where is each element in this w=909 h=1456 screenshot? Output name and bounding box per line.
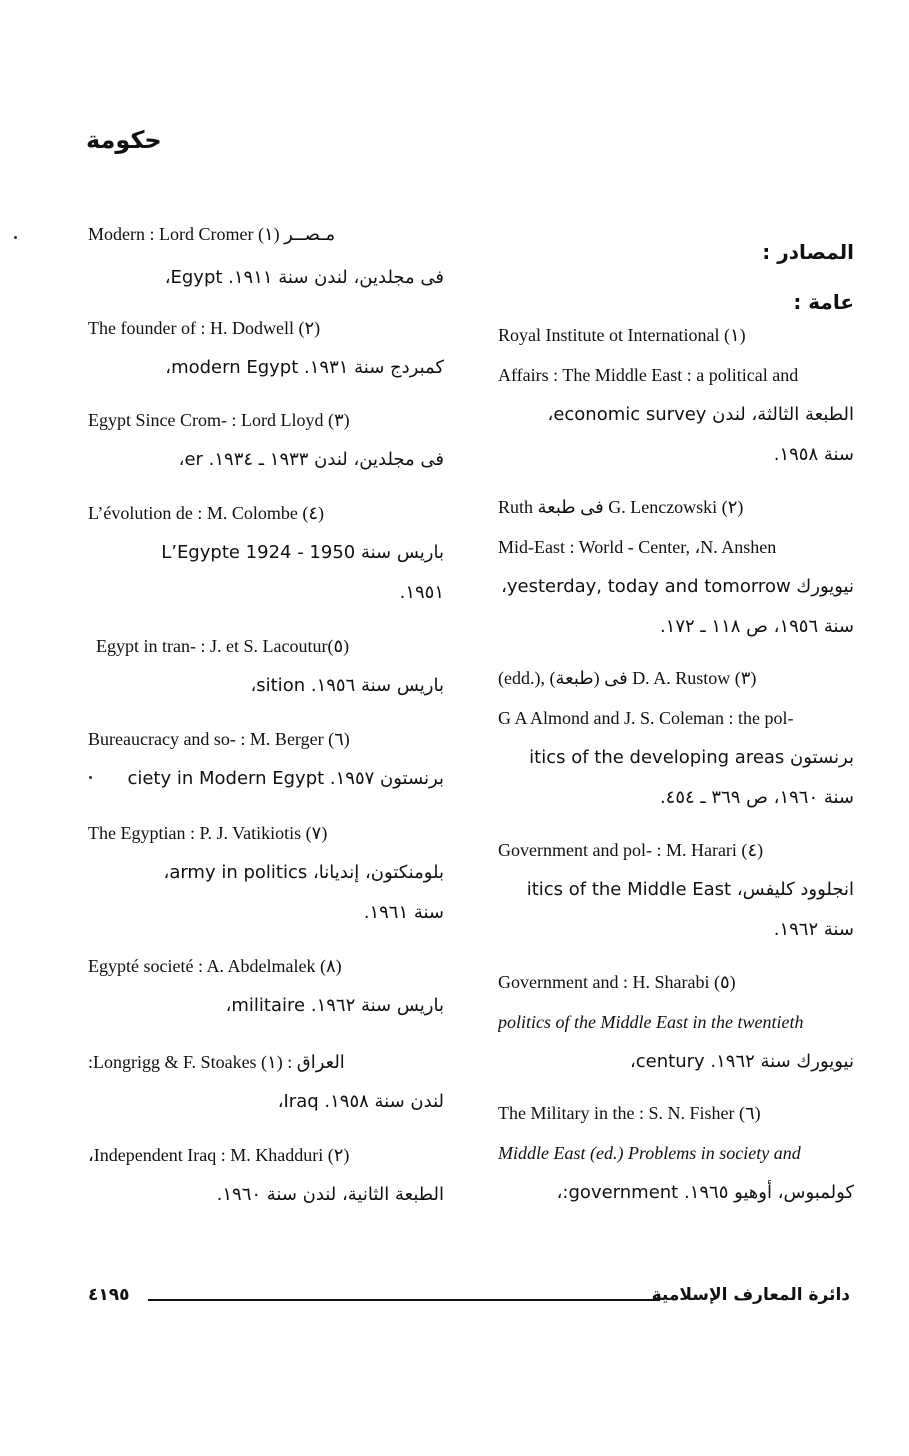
left-line: Bureaucracy and so- : M. Berger (٦)	[88, 729, 350, 749]
general-heading: عامة :	[793, 290, 854, 314]
right-line: سنة ١٩٦٠، ص ٣٦٩ ـ ٤٥٤.	[659, 787, 854, 808]
right-line: كولمبوس، أوهيو ١٩٦٥. government:،	[556, 1182, 854, 1203]
right-line: politics of the Middle East in the twentieth	[498, 1012, 804, 1032]
left-line: باريس سنة L’Egypte 1924 - 1950	[161, 542, 444, 563]
right-line: Government and pol- : M. Harari (٤)	[498, 840, 764, 860]
left-line: كمبردج سنة ١٩٣١. modern Egypt،	[165, 357, 444, 378]
right-line: نيويورك سنة ١٩٦٢. century،	[629, 1051, 854, 1072]
right-line: Mid-East : World - Center, ،N. Anshen	[498, 537, 777, 557]
left-line: لندن سنة ١٩٥٨. Iraq،	[277, 1091, 444, 1112]
left-line: باريس سنة ١٩٦٢. militaire،	[225, 995, 444, 1016]
left-line: بلومنكتون، إنديانا، army in politics،	[163, 862, 444, 883]
right-line: الطبعة الثالثة، لندن economic survey،	[547, 404, 854, 425]
right-line: برنستون itics of the developing areas	[529, 747, 854, 768]
left-line: :Longrigg & F. Stoakes (١) : العراق	[88, 1052, 345, 1072]
right-line: (edd.), (طبعة) فى D. A. Rustow (٣)	[498, 668, 757, 688]
left-line: The founder of : H. Dodwell (٢)	[88, 318, 321, 338]
left-line: الطبعة الثانية، لندن سنة ١٩٦٠.	[216, 1184, 444, 1205]
right-line: سنة ١٩٦٢.	[773, 919, 854, 940]
left-line: فى مجلدين، لندن سنة ١٩١١. Egypt،	[164, 267, 444, 288]
page-footer	[88, 1285, 850, 1313]
right-line: The Military in the : S. N. Fisher (٦)	[498, 1103, 761, 1123]
scan-speck	[14, 236, 17, 239]
left-line: باريس سنة ١٩٥٦. sition،	[250, 675, 444, 696]
left-line: Egypt Since Crom- : Lord Lloyd (٣)	[88, 410, 350, 430]
page-header: حكومة	[86, 126, 162, 154]
right-line: انجلوود كليفس، itics of the Middle East	[526, 879, 854, 900]
right-line: سنة ١٩٥٨.	[773, 444, 854, 465]
left-line: ،Independent Iraq : M. Khadduri (٢)	[88, 1145, 350, 1165]
left-line: برنستون ١٩٥٧. ciety in Modern Egypt	[127, 768, 444, 789]
left-line: فى مجلدين، لندن ١٩٣٣ ـ ١٩٣٤. er،	[178, 449, 444, 470]
page-number: ٤١٩٥	[88, 1285, 130, 1305]
right-line: Ruth فى طبعة G. Lenczowski (٢)	[498, 497, 744, 517]
left-line: L’évolution de : M. Colombe (٤)	[88, 503, 324, 523]
left-line: Modern : Lord Cromer (١) مـصــر	[88, 224, 336, 244]
right-line: G A Almond and J. S. Coleman : the pol-	[498, 708, 794, 728]
right-line: Government and : H. Sharabi (٥)	[498, 972, 736, 992]
left-line: ١٩٥١.	[399, 582, 444, 603]
sources-heading: المصادر :	[762, 240, 854, 264]
right-line: نيويورك yesterday, today and tomorrow،	[501, 576, 854, 597]
encyclopedia-title: دائرة المعارف الإسلامية	[651, 1285, 850, 1305]
right-line: سنة ١٩٥٦، ص ١١٨ ـ ١٧٢.	[659, 616, 854, 637]
left-line: سنة ١٩٦١.	[363, 902, 444, 923]
left-line: Egypt in tran- : J. et S. Lacoutur(٥)	[96, 636, 350, 656]
right-line: Middle East (ed.) Problems in society and	[498, 1143, 801, 1163]
right-line: Royal Institute ot International (١)	[498, 325, 746, 345]
footer-rule	[148, 1299, 660, 1301]
left-line: Egypté societé : A. Abdelmalek (٨)	[88, 956, 342, 976]
left-line: The Egyptian : P. J. Vatikiotis (٧)	[88, 823, 328, 843]
right-line: Affairs : The Middle East : a political and	[498, 365, 799, 385]
